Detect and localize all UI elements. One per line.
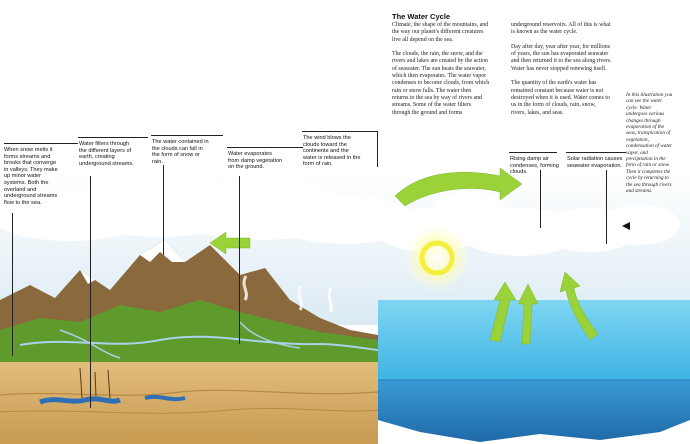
caption-rule-filters: [78, 137, 148, 138]
leader-snow: [12, 213, 13, 356]
caption-rule-solar: [566, 152, 626, 153]
leader-clouds: [163, 165, 164, 255]
caption-wind: The wind blows the clouds toward the continents and the water is released in the form of rain.: [303, 135, 361, 168]
leader-filters: [90, 176, 91, 408]
caption-rule-rising: [509, 152, 557, 153]
leader-solar: [606, 170, 607, 244]
caption-solar-radiation: Solar radiation causes seawater evaporation.: [567, 156, 623, 169]
article-column-1: Climate, the shape of the mountains, and the way our planet's different creatures live all depend on the sea. The clouds, the rain, the snow, and the rivers and lakes are created by the action of seawater. The sun heats the seawater, which then evaporates. The water vapor condenses to become clouds, from which rain or snow falls. The water then returns to the sea by way of rivers and streams. Some of the water filters through the ground and forms: [392, 22, 490, 116]
caption-vegetation: Water evaporates from damp vegetation on the ground.: [228, 151, 283, 171]
caption-water-filters: Water filters through the different layers of earth, creating underground streams.: [79, 141, 134, 167]
sea: [378, 300, 690, 442]
caption-rule-snow: [4, 143, 78, 144]
sun: [403, 224, 471, 292]
caption-rule-clouds: [151, 135, 223, 136]
caption-snow-melt: When snow melts it forms streams and brooks that converge in valleys. They make up minor water systems. Both the overland and underground streams flow to the sea.: [4, 147, 58, 206]
caption-clouds-fall: The water contained in the clouds can fall in the form of snow or rain.: [152, 139, 209, 165]
caption-rule-wind: [302, 131, 378, 132]
leader-rising: [540, 170, 541, 228]
caption-rising-air: Rising damp air condenses, forming clouds.: [510, 156, 559, 176]
caption-rule-vegetation: [227, 147, 303, 148]
article-title: The Water Cycle: [392, 12, 451, 21]
leader-vegetation: [239, 176, 240, 344]
article-column-2: underground reservoirs. All of this is what is known as the water cycle. Day after day, year after year, for millions of years, the sun has evaporated seawater and then returned it to the sea along rivers. Water has never stopped renewing itself. The quantity of the earth's water has remained constant because water is not destroyed when it is used. Water comes to us in the form of clouds, rain, snow, rivers, lakes, and seas.: [511, 22, 612, 116]
side-note: In this illustration you can see the water cycle. Water undergoes various changes through evaporation of the seas, transpiration of vegetation, condensation of water vapor, and precipitation in the form of rain or snow. Then it completes the cycle by returning to the sea through rivers and streams.: [626, 92, 673, 195]
